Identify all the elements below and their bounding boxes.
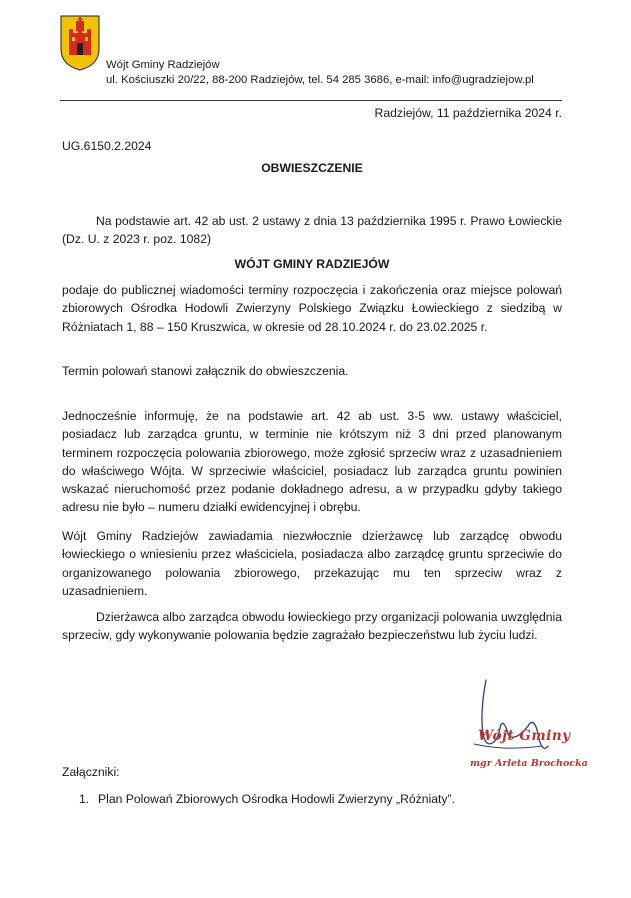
attachment-number: 1. — [79, 792, 90, 806]
objection-paragraph: Jednocześnie informuję, że na podstawie art. 42 ab ust. 3-5 ww. ustawy właściciel, posiadacz lub zarządca gruntu, w terminie nie krótszym niż 3 dni przed planowanym terminem rozpoczęcia polowania zbiorowego, może zgłosić sprzeciw wraz z uzasadnieniem do właściwego Wójta. W sprzeciwie właściciel, posiadacz lub zarządca gruntu powinien wskazać nieruchomość przez podanie dokładnego adresu, a w przypadku gdyby takiego adresu nie było – numeru działki ewidencyjnej i obrębu. — [62, 409, 562, 515]
date-line: Radziejów, 11 października 2024 r. — [374, 106, 562, 120]
consideration-paragraph: Dzierżawca albo zarządca obwodu łowieckiego przy organizacji polowania uwzględnia sprzeciw, gdy wykonywanie polowania będzie zagrażało bezpieczeństwu lub życiu ludzi. — [62, 610, 562, 643]
attachment-item: Plan Polowań Zbiorowych Ośrodka Hodowli Zwierzyny „Różniaty”. — [98, 792, 455, 806]
handwritten-signature-icon — [462, 676, 552, 771]
document-title: OBWIESZCZENIE — [261, 161, 363, 175]
header-divider — [60, 100, 562, 101]
reference-number: UG.6150.2.2024 — [62, 139, 152, 153]
office-address: ul. Kościuszki 20/22, 88-200 Radziejów, tel. 54 285 3686, e-mail: info@ugradziejow.pl — [106, 74, 534, 86]
notification-paragraph: Wójt Gminy Radziejów zawiadamia niezwłocznie dzierżawcę lub zarządcę obwodu łowieckiego o wniesieniu przez właściciela, posiadacza albo zarządcę gruntu sprzeciwie do organizowanego polowania zbiorowego, przekazując mu ten sprzeciw wraz z uzasadnieniem. — [62, 529, 562, 598]
office-name: Wójt Gminy Radziejów — [106, 59, 220, 71]
coat-of-arms-icon — [60, 15, 100, 71]
stamp-title: Wójt Gminy — [478, 728, 571, 744]
announcement-paragraph: podaje do publicznej wiadomości terminy rozpoczęcia i zakończenia oraz miejsce polowań zbiorowych Ośrodka Hodowli Zwierzyny Polskiego Związku Łowieckiego z siedzibą w Różniatach 1, 88 – 150 Kruszwica, w okresie od 28.10.2024 r. do 23.02.2025 r. — [62, 283, 562, 334]
schedule-note: Termin polowań stanowi załącznik do obwieszczenia. — [62, 364, 349, 378]
stamp-name: mgr Arleta Brochocka — [470, 758, 588, 769]
attachments-heading: Załączniki: — [62, 765, 120, 779]
legal-basis: Na podstawie art. 42 ab ust. 2 ustawy z dnia 13 października 1995 r. Prawo Łowieckie (Dz. U. z 2023 r. poz. 1082) — [62, 214, 562, 247]
authority-heading: WÓJT GMINY RADZIEJÓW — [234, 257, 390, 271]
